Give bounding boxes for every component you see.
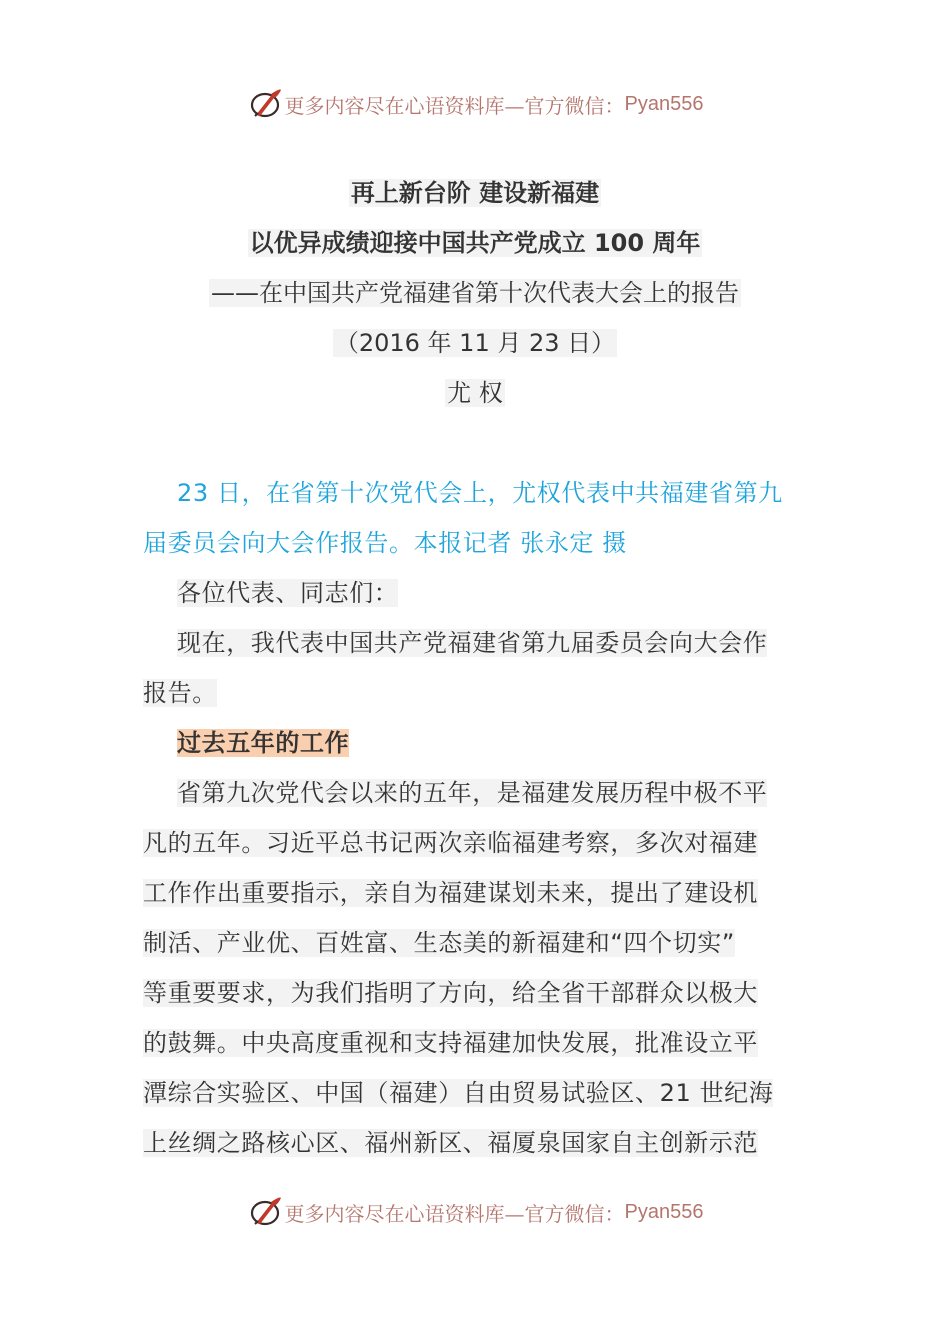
banner-text: 更多内容尽在心语资料库—官方微信：: [284, 93, 625, 118]
title-line-1: 再上新台阶 建设新福建: [350, 179, 600, 207]
greeting: 各位代表、同志们：: [177, 579, 399, 607]
footer-banner: [0, 1190, 950, 1234]
section-heading: 过去五年的工作: [177, 729, 350, 757]
paragraph-line: 工作作出重要指示，亲自为福建谋划未来，提出了建设机: [143, 879, 758, 907]
wechat-id: Pyan556: [624, 1200, 704, 1223]
subtitle: ——在中国共产党福建省第十次代表大会上的报告: [211, 279, 739, 307]
wechat-id: Pyan556: [624, 92, 704, 115]
paragraph-line: 上丝绸之路核心区、福州新区、福厦泉国家自主创新示范: [143, 1129, 758, 1157]
paragraph-line: 制活、产业优、百姓富、生态美的新福建和“四个切实”: [143, 929, 735, 957]
caption-line-2: 届委员会向大会作报告。本报记者 张永定 摄: [143, 529, 627, 557]
greeting-block: [143, 568, 808, 718]
section-heading-row: [143, 718, 808, 768]
paragraph-line: 潭综合实验区、中国（福建）自由贸易试验区、21 世纪海: [143, 1079, 774, 1107]
caption-line-1: 23 日，在省第十次党代会上，尤权代表中共福建省第九: [177, 479, 783, 507]
quill-pen-logo-icon: [247, 1194, 283, 1230]
banner-text: 更多内容尽在心语资料库—官方微信：: [284, 1201, 625, 1226]
paragraph-line: 等重要要求，为我们指明了方向，给全省干部群众以极大: [143, 979, 758, 1007]
author: 尤 权: [447, 379, 503, 407]
paragraph-line: 省第九次党代会以来的五年，是福建发展历程中极不平: [177, 779, 768, 807]
header-banner: [0, 82, 950, 126]
photo-caption: [143, 468, 808, 568]
intro-line-1: 现在，我代表中国共产党福建省第九届委员会向大会作: [177, 629, 768, 657]
paragraph-line: 的鼓舞。中央高度重视和支持福建加快发展，批准设立平: [143, 1029, 758, 1057]
body-paragraph: [143, 768, 808, 1168]
quill-pen-logo-icon: [247, 86, 283, 122]
title-line-2: 以优异成绩迎接中国共产党成立 100 周年: [249, 229, 701, 257]
report-date: （2016 年 11 月 23 日）: [334, 329, 616, 357]
intro-line-2: 报告。: [143, 679, 217, 707]
paragraph-line: 凡的五年。习近平总书记两次亲临福建考察，多次对福建: [143, 829, 758, 857]
